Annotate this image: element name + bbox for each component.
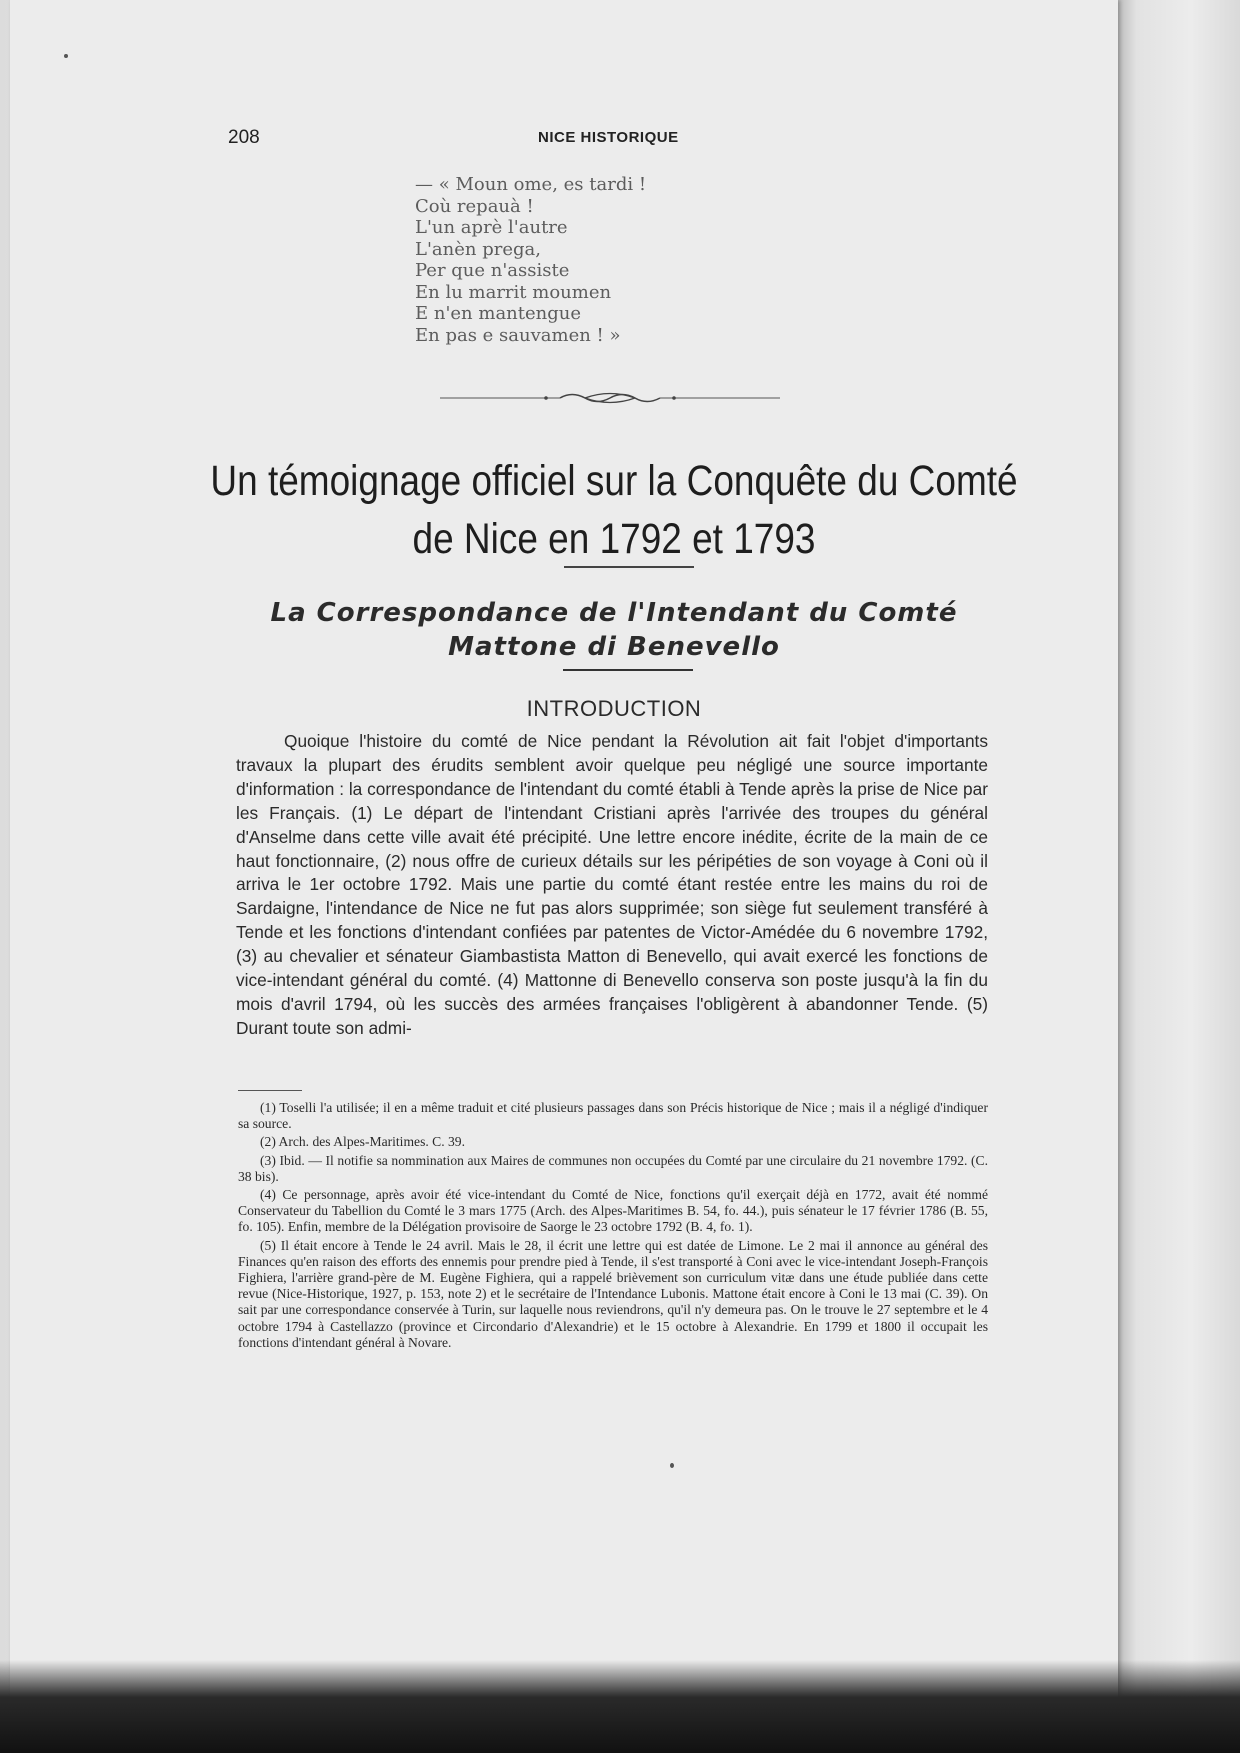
footnote: (3) Ibid. — Il notifie sa nommination aux Maires de communes non occupées du Comté par une circulaire du 21 novembre 1792. (C. 38 bis). — [238, 1152, 988, 1184]
poem-line: L'anèn prega, — [415, 238, 541, 260]
ornamental-divider — [440, 388, 780, 408]
title-rule — [564, 566, 694, 568]
title-line: Un témoignage officiel sur la Conquête du Comté — [210, 457, 1018, 505]
journal-title: NICE HISTORIQUE — [538, 129, 679, 146]
article-title — [198, 452, 1030, 568]
section-heading: INTRODUCTION — [526, 696, 702, 721]
footnote: (5) Il était encore à Tende le 24 avril. Mais le 28, il écrit une lettre qui est datée de Limone. Le 2 mai il annonce au général des Finances qu'en raison des efforts des ennemis pour prendre pied à Tende, il s'est transporté à Coni avec le vice-intendant Joseph-François Fighiera, l'arrière grand-père de M. Eugène Fighiera, qui a rappelé brièvement son curriculum vitæ dans une étude publiée dans cette revue (Nice-Historique, 1927, p. 153, note 2) et le secrétaire de l'Intendance Lubonis. Mattone était encore à Coni le 13 mai (C. 39). On sait par une correspondance conservée à Turin, sur laquelle nous reviendrons, qu'il n'y demeura pas. On le trouve le 27 septembre et le 4 octobre 1794 à Castellazzo (province et Circondario d'Alexandrie) et le 15 octobre à Alexandrie. En 1799 et 1800 il occupait les fonctions d'intendant général à Novare. — [238, 1237, 988, 1350]
footnote: (2) Arch. des Alpes-Maritimes. C. 39. — [260, 1134, 466, 1150]
poem-line: L'un aprè l'autre — [415, 217, 568, 238]
page-number: 208 — [228, 127, 260, 148]
scan-bottom-shadow — [0, 1660, 1240, 1753]
poem-line: Coù repauà ! — [415, 195, 534, 217]
poem-line: Per que n'assiste — [415, 260, 570, 281]
poem-line: — « Moun ome, es tardi ! — [415, 174, 647, 195]
running-head — [10, 127, 1118, 157]
poem-line: En pas e sauvamen ! » — [415, 324, 621, 346]
footnote-rule — [238, 1090, 302, 1091]
poem-line: E n'en mantengue — [415, 303, 582, 324]
title-line: de Nice en 1792 et 1793 — [412, 515, 816, 563]
footnote: (1) Toselli l'a utilisée; il en a même traduit et cité plusieurs passages dans son Précis historique de Nice ; mais il a négligé d'indiquer sa source. — [238, 1100, 988, 1132]
body-paragraph: Quoique l'histoire du comté de Nice pendant la Révolution ait fait l'objet d'importants travaux la plupart des érudits semblent avoir quelque peu négligé une source importante d'information : la correspondance de l'intendant du comté établi à Tende après la prise de Nice par les Français. (1) Le départ de l'intendant Cristiani après l'arrivée des troupes du général d'Anselme dans cette ville avait été précipité. Une lettre encore inédite, écrite de la main de ce haut fonctionnaire, (2) nous offre de curieux détails sur les péripéties de son voyage à Coni où il arriva le 1er octobre 1792. Mais une partie du comté étant restée entre les mains du roi de Sardaigne, l'intendance de Nice ne fut pas alors supprimée; son siège fut seulement transféré à Tende et les fonctions d'intendant confiées par patentes de Victor-Amédée du 6 novembre 1792, (3) au chevalier et sénateur Giambastista Matton di Benevello, qui avait exercé les fonctions de vice-intendant général du comté. (4) Mattonne di Benevello conserva son poste jusqu'à la fin du mois d'avril 1794, où les succès des armées françaises l'obligèrent à abandonner Tende. (5) Durant toute son admi- — [236, 731, 988, 1038]
subtitle-line: La Correspondance de l'Intendant du Comté — [270, 598, 958, 628]
footnotes — [238, 1100, 988, 1353]
subtitle-line: Mattone di Benevello — [448, 632, 780, 662]
ink-speck — [670, 1463, 674, 1468]
poem — [415, 174, 646, 346]
facing-page-edge — [1118, 0, 1240, 1753]
ink-speck — [64, 54, 68, 58]
book-page — [10, 0, 1118, 1700]
subtitle-rule — [563, 669, 693, 671]
footnote: (4) Ce personnage, après avoir été vice-intendant du Comté de Nice, fonctions qu'il exerçait déjà en 1772, avait été nommé Conservateur du Tabellion du Comté le 3 mars 1775 (Arch. des Alpes-Maritimes B. 54, fo. 44.), puis sénateur le 17 février 1786 (B. 55, fo. 105). Enfin, membre de la Délégation provisoire de Saorge le 23 octobre 1792 (B. 4, fo. 1). — [238, 1187, 988, 1235]
poem-line: En lu marrit moumen — [415, 281, 612, 303]
article-subtitle — [130, 596, 1098, 664]
